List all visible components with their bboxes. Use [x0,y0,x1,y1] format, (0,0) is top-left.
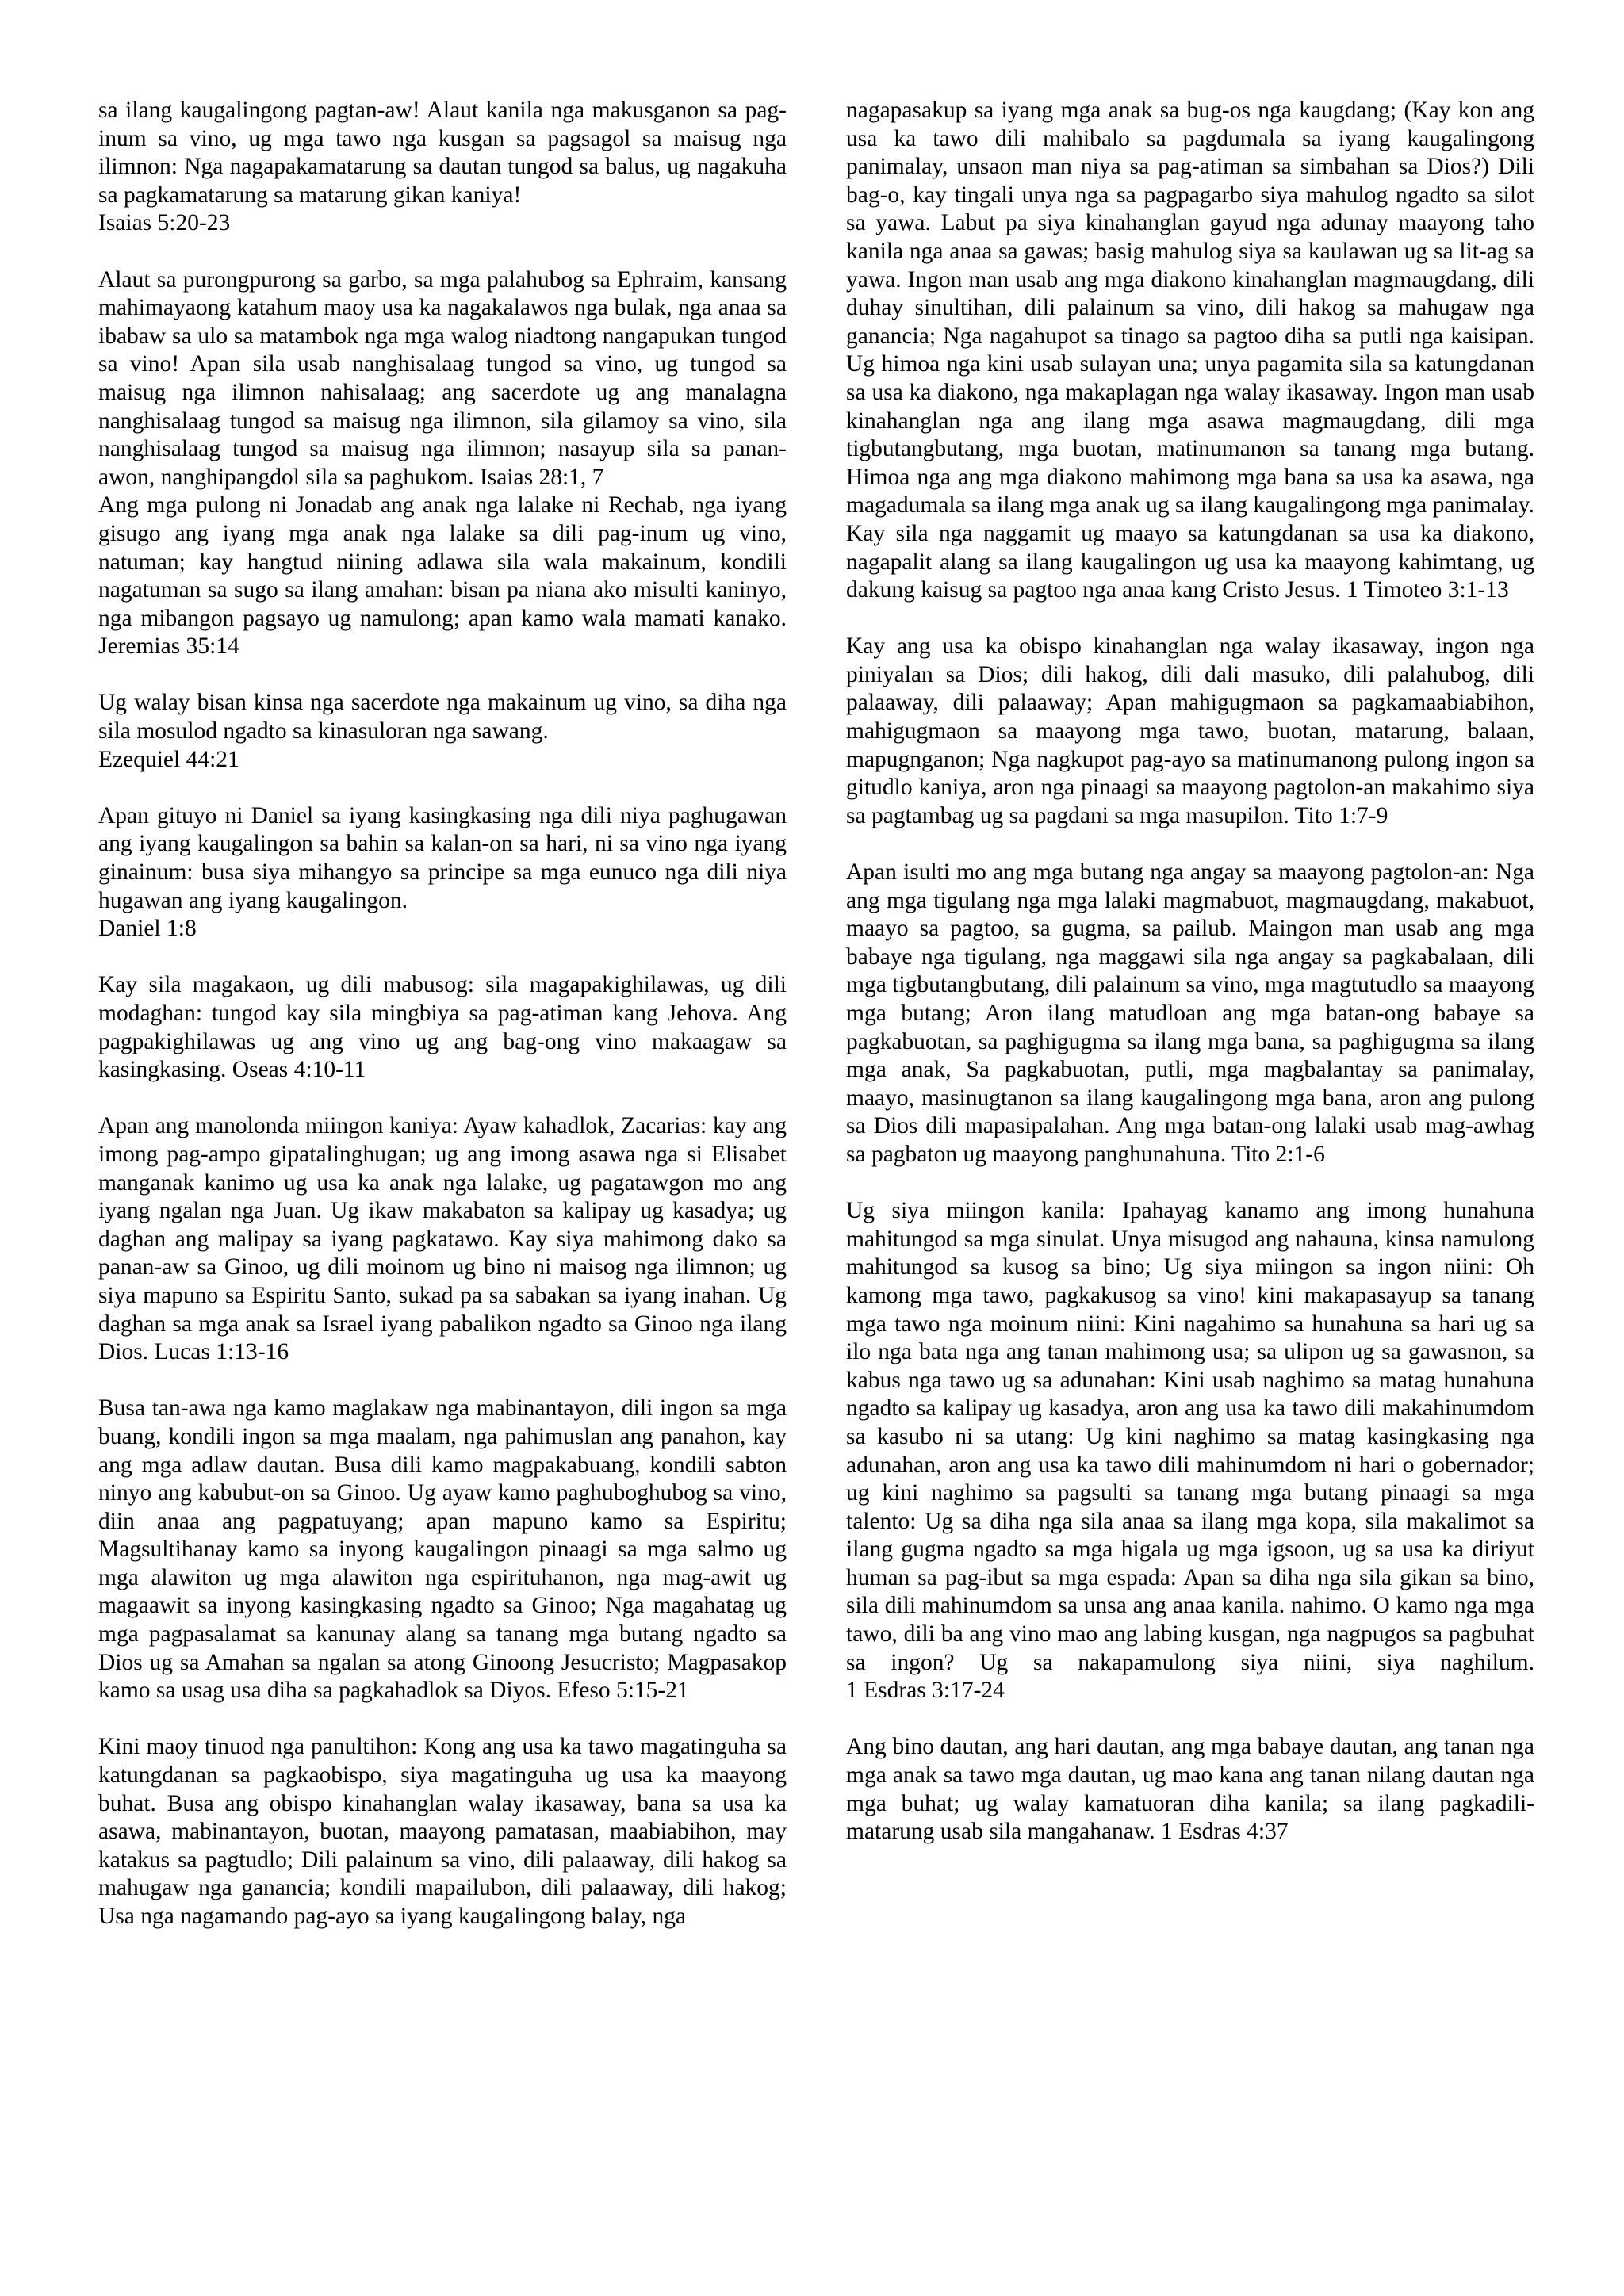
passage-lucas-1 [98,1112,787,1366]
scripture-reference: Tito 1:7-9 [1294,802,1388,828]
scripture-reference: Tito 2:1-6 [1231,1141,1325,1167]
passage-text: Kay sila magakaon, ug dili mabusog: sila magapakighilawas, ug dili modaghan: tungod kay sila mingbiya sa pag-atiman kang Jehova. Ang pagpakighilawas ug ang vino ug ang bag-ong vino makaagaw sa kasingkasing. [98,972,787,1083]
passage-1-esdras-3 [846,1197,1534,1705]
scripture-reference: Jeremias 35:14 [98,633,239,660]
passage-text: Apan isulti mo ang mga butang nga angay sa maayong pagtolon-an: Nga ang mga tigulang nga mga lalaki magmabuot, magmaugdang, makabuot, maayo sa pagtoo, sa gugma, sa pailub. Maingon man usab ang mga babaye nga tigulang, nga maggawi sila nga angay sa pagkabalaan, dili mga tigbutangbutang, dili palainum sa vino, mga magtutudlo sa maayong mga butang; Aron ilang matudloan ang mga batan-ong babaye sa pagkabuotan, sa paghigugma sa ilang mga bana, sa paghigugma sa ilang mga anak, Sa pagkabuotan, putli, mga magbalantay sa panimalay, maayo, masinugtanon sa ilang kaugalingong mga bana, aron ang pulong sa Dios dili mapasipalahan. Ang mga batan-ong lalaki usab mag-awhag sa pagbaton ug maayong panghunahuna. [846,859,1534,1167]
passage-efeso-5 [98,1395,787,1705]
passage-text: Kay ang usa ka obispo kinahanglan nga walay ikasaway, ingon nga piniyalan sa Dios; dili hakog, dili dali masuko, dili palahubog, dili palaaway, dili palaaway; Apan mahigugmaon sa pagkamaabiabihon, mahigugmaon sa maayong mga tawo, buotan, matarung, balaan, mapugnganon; Nga nagkupot pag-ayo sa matinumanong pulong ingon sa gitudlo kaniya, aron nga pinaagi sa maayong pagtolon-an makahimo siya sa pagtambag ug sa pagdani sa mga masupilon. [846,633,1534,828]
passage-text: Kini maoy tinuod nga panultihon: Kong ang usa ka tawo magatinguha sa katungdanan sa pagkaobispo, siya magatinguha ug usa ka maayong buhat. Busa ang obispo kinahanglan walay ikasaway, bana sa usa ka asawa, mabinantayon, buotan, maayong pamatasan, maabiabihon, may katakus sa pagtudlo; Dili palainum sa vino, dili palaaway, dili hakog sa mahugaw nga ganancia; kondili mapailubon, dili palaaway, dili hakog; Usa nga nagamando pag-ayo sa iyang kaugalingong balay, nga [98,1734,787,1929]
scripture-reference: 1 Esdras 4:37 [1161,1819,1289,1845]
passage-ezequiel-44 [98,689,787,774]
passage-daniel-1 [98,802,787,943]
passage-isaias-5 [98,97,787,238]
scripture-reference: 1 Timoteo 3:1-13 [1346,577,1509,603]
scripture-reference: Efeso 5:15-21 [557,1678,689,1704]
scripture-reference: Daniel 1:8 [98,916,197,942]
passage-text: Alaut sa purongpurong sa garbo, sa mga palahubog sa Ephraim, kansang mahimayaong katahum maoy usa ka nagakalawos nga bulak, nga anaa sa ibabaw sa ulo sa matambok nga mga walog niadtong nangapukan tungod sa vino! Apan sila usab nanghisalaag tungod sa vino, ug tungod sa maisug nga ilimnon nahisalaag; ang sacerdote ug ang manalagna nanghisalaag tungod sa maisug nga ilimnon, sila gilamoy sa vino, sila nanghisalaag tungod sa maisug nga ilimnon; nasayup sila sa panan-awon, nanghipangdol sila sa paghukom. [98,266,787,490]
scripture-reference: 1 Esdras 3:17-24 [846,1678,1005,1704]
passage-jeremias-35 [98,492,787,661]
passage-tito-2 [846,859,1534,1169]
scripture-reference: Isaias 28:1, 7 [479,464,604,490]
passage-isaias-28 [98,266,787,492]
scripture-reference: Lucas 1:13-16 [154,1339,289,1365]
passage-text: Ang bino dautan, ang hari dautan, ang mga babaye dautan, ang tanan nga mga anak sa tawo mga dautan, ug mao kana ang tanan nilang dautan nga mga buhat; ug walay kamatuoran diha kanila; sa ilang pagkadili-matarung usab sila mangahanaw. [846,1734,1534,1845]
scripture-reference: Ezequiel 44:21 [98,746,239,772]
passage-text: Busa tan-awa nga kamo maglakaw nga mabinantayon, dili ingon sa mga buang, kondili ingon sa mga maalam, nga pahimuslan ang panahon, kay ang mga adlaw dautan. Busa dili kamo magpakabuang, kondili sabton ninyo ang kabubut-on sa Ginoo. Ug ayaw kamo paghuboghubog sa vino, diin anaa ang pagpatuyang; apan mapuno kamo sa Espiritu; Magsultihanay kamo sa inyong kaugalingon pinaagi sa mga salmo ug mga alawiton ug mga alawiton nga espirituhanon, nga mag-awit ug magaawit sa inyong kasingkasing ngadto sa Ginoo; Nga magahatag ug mga pagpasalamat sa kanunay alang sa tanang mga butang ngadto sa Dios ug sa Amahan sa ngalan sa atong Ginoong Jesucristo; Magpasakop kamo sa usag usa diha sa pagkahadlok sa Diyos. [98,1395,787,1704]
passage-tito-1 [846,633,1534,830]
passage-1-esdras-4 [846,1733,1534,1846]
right-column [846,97,1534,1846]
scripture-reference: Isaias 5:20-23 [98,210,231,236]
passage-1-timoteo-3-start [98,1733,787,1931]
passage-text: Ug walay bisan kinsa nga sacerdote nga makainum ug vino, sa diha nga sila mosulod ngadto sa kinasuloran nga sawang. [98,690,787,744]
passage-text: Ang mga pulong ni Jonadab ang anak nga lalake ni Rechab, nga iyang gisugo ang iyang mga anak nga lalake sa dili pag-inum ug vino, natuman; kay hangtud niining adlawa sila wala makainum, kondili nagatuman sa sugo sa ilang amahan: bisan pa niana ako misulti kaninyo, nga mibangon pagsayo ug namulong; apan kamo wala mamati kanako. [98,492,787,631]
passage-text: sa ilang kaugalingong pagtan-aw! Alaut kanila nga makusganon sa pag-inum sa vino, ug mga tawo nga kusgan sa pagsagol sa maisug nga ilimnon: Nga nagapakamatarung sa dautan tungod sa balus, ug nagakuha sa pagkamatarung sa matarung gikan kaniya! [98,98,787,208]
passage-text: nagapasakup sa iyang mga anak sa bug-os nga kaugdang; (Kay kon ang usa ka tawo dili mahibalo sa pagdumala sa iyang kaugalingong panimalay, unsaon man niya sa pag-atiman sa simbahan sa Dios?) Dili bag-o, kay tingali unya nga sa pagpagarbo siya mahulog ngadto sa silot sa yawa. Labut pa siya kinahanglan gayud nga adunay maayong taho kanila nga anaa sa gawas; basig mahulog siya sa kaulawan ug sa lit-ag sa yawa. Ingon man usab ang mga diakono kinahanglan magmaugdang, dili duhay sinultihan, dili palainum sa vino, dili hakog sa mahugaw nga ganancia; Nga nagahupot sa tinago sa pagtoo diha sa putli nga kaisipan. Ug himoa nga kini usab sulayan una; unya pagamita sila sa katungdanan sa usa ka diakono, nga makaplagan nga walay ikasaway. Ingon man usab kinahanglan nga ang ilang mga asawa magmaugdang, dili mga tigbutangbutang, mga buotan, matinumanon sa tanang mga butang. Himoa nga ang mga diakono mahimong mga bana sa usa ka asawa, nga magadumala sa ilang mga anak ug sa ilang kaugalingong mga panimalay. Kay sila nga naggamit ug maayo sa katungdanan sa usa ka diakono, nagapalit alang sa ilang kaugalingon ug usa ka maayong kahimtang, ug dakung kaisug sa pagtoo nga anaa kang Cristo Jesus. [846,98,1534,603]
passage-text: Apan ang manolonda miingon kaniya: Ayaw kahadlok, Zacarias: kay ang imong pag-ampo gipatalinghugan; ug ang imong asawa nga si Elisabet manganak kanimo ug usa ka anak nga lalake, ug pagatawgon mo ang iyang ngalan nga Juan. Ug ikaw makabaton sa kalipay ug kasadya; ug daghan ang malipay sa iyang pagkatawo. Kay siya mahimong dako sa panan-aw sa Ginoo, ug dili moinom ug bino ni maisog nga ilimnon; ug siya mapuno sa Espiritu Santo, sukad pa sa sabakan sa iyang inahan. Ug daghan sa mga anak sa Israel iyang pabalikon ngadto sa Ginoo nga ilang Dios. [98,1113,787,1365]
passage-text: Apan gituyo ni Daniel sa iyang kasingkasing nga dili niya paghugawan ang iyang kaugalingon sa bahin sa kalan-on sa hari, ni sa vino nga iyang ginainum: busa siya mihangyo sa principe sa mga eunuco nga dili niya hugawan ang iyang kaugalingon. [98,802,787,913]
left-column [98,97,787,1931]
scripture-reference: Oseas 4:10-11 [232,1057,366,1083]
passage-1-timoteo-3 [846,97,1534,605]
passage-oseas-4 [98,971,787,1084]
passage-text: Ug siya miingon kanila: Ipahayag kanamo ang imong hunahuna mahitungod sa mga sinulat. Unya misugod ang nahauna, kinsa namulong mahitungod sa kusog sa bino; Ug siya miingon sa ingon niini: Oh kamong mga tawo, pagkakusog sa vino! kini makapasayup sa tanang mga tawo nga moinum niini: Kini nagahimo sa hunahuna sa hari ug sa ilo nga bata nga ang tanan mahimong usa; sa ulipon ug sa gawasnon, sa kabus nga tawo ug sa adunahan: Kini usab naghimo sa matag hunahuna ngadto sa kalipay ug kasadya, aron ang usa ka tawo dili makahinumdom sa kasubo ni sa utang: Ug kini naghimo sa matag kasingkasing nga adunahan, aron ang usa ka tawo dili mahinumdom ni hari o gobernador; ug kini naghimo sa pagsulti sa tanang mga butang pinaagi sa mga talento: Ug sa diha nga sila anaa sa ilang mga kopa, sila makalimot sa ilang gugma ngadto sa mga higala ug mga igsoon, ug sa usa ka diriyut human sa pag-ibut sa mga espada: Apan sa diha nga sila gikan sa bino, sila dili mahinumdom sa unsa ang anaa kanila. nahimo. O kamo nga mga tawo, dili ba ang vino mao ang labing kusgan, nga nagpugos sa pagbuhat sa ingon? Ug sa nakapamulong siya niini, siya naghilum. [846,1198,1534,1675]
